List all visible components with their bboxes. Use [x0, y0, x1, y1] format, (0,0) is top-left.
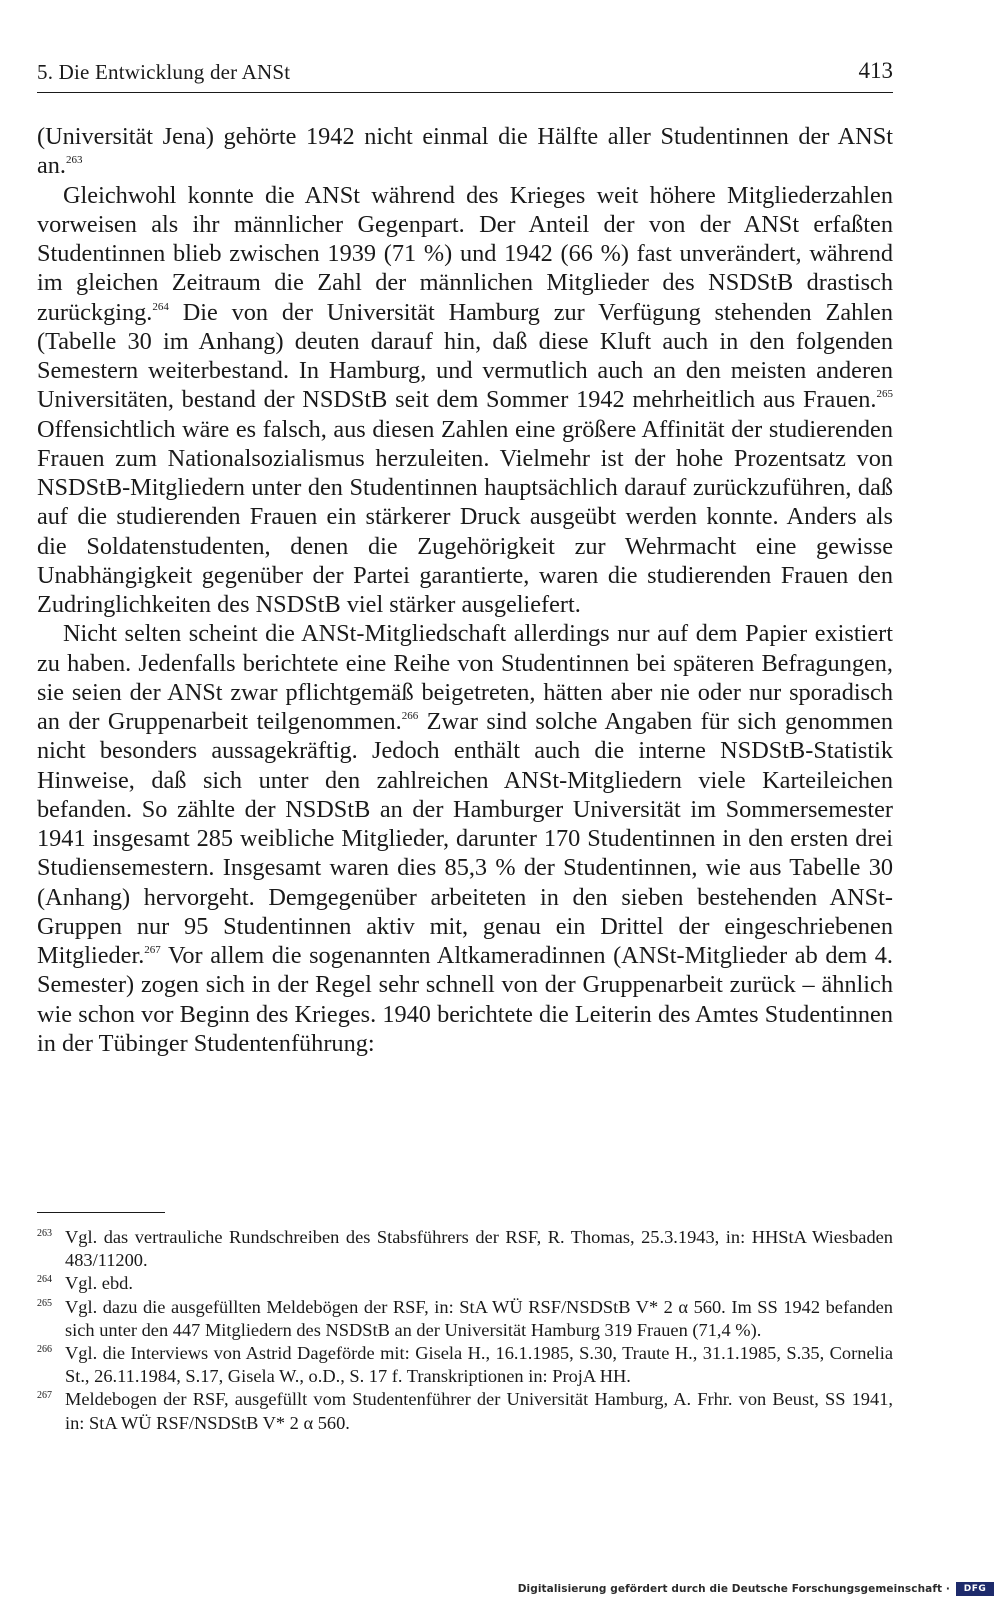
paragraph [37, 122, 893, 181]
footnote-ref-267[interactable]: 267 [144, 944, 161, 956]
footnote-ref-264[interactable]: 264 [152, 300, 169, 313]
footnote-266 [37, 1342, 893, 1388]
text-run: Zwar sind solche Angaben für sich genommen nicht besonders aussagekräftig. Jedoch enthält auch die interne NSDStB-Statistik Hinweise, daß sich unter den zahlreichen ANSt-Mitgliedern viele Karteileichen befanden. So zählte der NSDStB an der Hamburger Universität im Sommersemester 1941 insgesamt 285 weibliche Mitglieder, darunter 170 Studentinnen in den ersten drei Studiensemestern. Insgesamt waren dies 85,3 % der Studentinnen, wie aus Tabelle 30 (Anhang) hervorgeht. Demgegenüber arbeiteten in den sieben bestehenden ANSt-Gruppen nur 95 Studentinnen aktiv mit, genau ein Drittel der eingeschriebenen Mitglieder. [37, 708, 893, 969]
footnotes [37, 1226, 893, 1435]
text-run: Offensichtlich wäre es falsch, aus diesen Zahlen eine größere Affinität der studierenden Frauen zum Nationalsozialismus herzuleiten. Vielmehr ist der hohe Prozentsatz von NSDStB-Mitgliedern unter den Studentinnen hauptsächlich darauf zurückzuführen, daß auf die studierenden Frauen ein stärkerer Druck ausgeübt werden konnte. Anders als die Soldatenstudenten, denen die Zugehörigkeit zur Wehrmacht eine gewisse Unabhängigkeit gegenüber der Partei garantierte, waren die studierenden Frauen den Zudringlichkeiten des NSDStB viel stärker ausgeliefert. [37, 415, 893, 618]
footnote-text: Vgl. die Interviews von Astrid Dageförde mit: Gisela H., 16.1.1985, S.30, Traute H., 31.1.1985, S.35, Cornelia St., 26.11.1984, S.17, Gisela W., o.D., S. 17 f. Transkriptionen in: ProjA HH. [65, 1343, 893, 1387]
page-number: 413 [858, 58, 893, 83]
text-run: Gleichwohl konnte die ANSt während des Krieges weit höhere Mitgliederzahlen vorweisen als ihr männlicher Gegenpart. Der Anteil der von der ANSt erfaßten Studentinnen blieb zwischen 1939 (71 %) und 1942 (66 %) fast unverändert, während im gleichen Zeitraum die Zahl der männlichen Mitglieder des NSDStB drastisch zurückging. [37, 181, 893, 326]
footnote-number: 267 [37, 1390, 52, 1402]
footnote-text: Vgl. ebd. [65, 1273, 133, 1294]
text-run: Vor allem die sogenannten Altkameradinnen (ANSt-Mitglieder ab dem 4. Semester) zogen sich in der Regel sehr schnell von der Gruppenarbeit zurück – ähnlich wie schon vor Beginn des Krieges. 1940 berichtete die Leiterin des Amtes Studentinnen in der Tübinger Studentenführung: [37, 942, 893, 1057]
footnote-number: 265 [37, 1297, 52, 1309]
paragraph [37, 181, 893, 620]
paragraph [37, 619, 893, 1058]
footnote-text: Vgl. das vertrauliche Rundschreiben des Stabsführers der RSF, R. Thomas, 25.3.1943, in: HHStA Wiesbaden 483/11200. [65, 1227, 893, 1271]
footnote-number: 263 [37, 1228, 52, 1239]
page-header [37, 58, 893, 93]
footnote-text: Vgl. dazu die ausgefüllten Meldebögen der RSF, in: StA WÜ RSF/NSDStB V* 2 α 560. Im SS 1942 befanden sich unter den 447 Mitgliedern des NSDStB an der Universität Hamburg 319 Frauen (71,4 %). [65, 1296, 893, 1340]
dfg-logo: DFG [956, 1582, 994, 1596]
footnote-263 [37, 1226, 893, 1272]
footnote-ref-263[interactable]: 263 [66, 154, 83, 167]
footnote-264 [37, 1272, 893, 1295]
text-run: Nicht selten scheint die ANSt-Mitgliedschaft allerdings nur auf dem Papier existiert zu haben. Jedenfalls berichtete eine Reihe von Studentinnen bei späteren Befragungen, sie seien der ANSt zwar pflichtgemäß beigetreten, hätten aber nie oder nur sporadisch an der Gruppenarbeit teilgenommen. [37, 620, 893, 735]
text-run: (Universität Jena) gehörte 1942 nicht einmal die Hälfte aller Studentinnen der ANSt an. [37, 123, 893, 180]
digitization-credit: Digitalisierung gefördert durch die Deutsche Forschungsgemeinschaft · [517, 1583, 950, 1595]
text-run: Die von der Universität Hamburg zur Verfügung stehenden Zahlen (Tabelle 30 im Anhang) deuten darauf hin, daß diese Kluft auch in den folgenden Semestern weiterbestand. In Hamburg, und vermutlich auch an den meisten anderen Universitäten, bestand der NSDStB seit dem Sommer 1942 mehrheitlich aus Frauen. [37, 298, 893, 414]
footnote-ref-266[interactable]: 266 [401, 710, 419, 722]
footnote-number: 266 [37, 1344, 52, 1356]
running-head: 5. Die Entwicklung der ANSt [37, 60, 291, 84]
footnote-ref-265[interactable]: 265 [876, 388, 893, 401]
footnote-number: 264 [37, 1274, 52, 1286]
footnote-265 [37, 1296, 893, 1342]
footnote-text: Meldebogen der RSF, ausgefüllt vom Studentenführer der Universität Hamburg, A. Frhr. von Beust, SS 1941, in: StA WÜ RSF/NSDStB V* 2 α 560. [65, 1389, 893, 1433]
footnote-divider [37, 1212, 165, 1213]
footnote-267 [37, 1388, 893, 1434]
main-text [37, 122, 893, 1058]
